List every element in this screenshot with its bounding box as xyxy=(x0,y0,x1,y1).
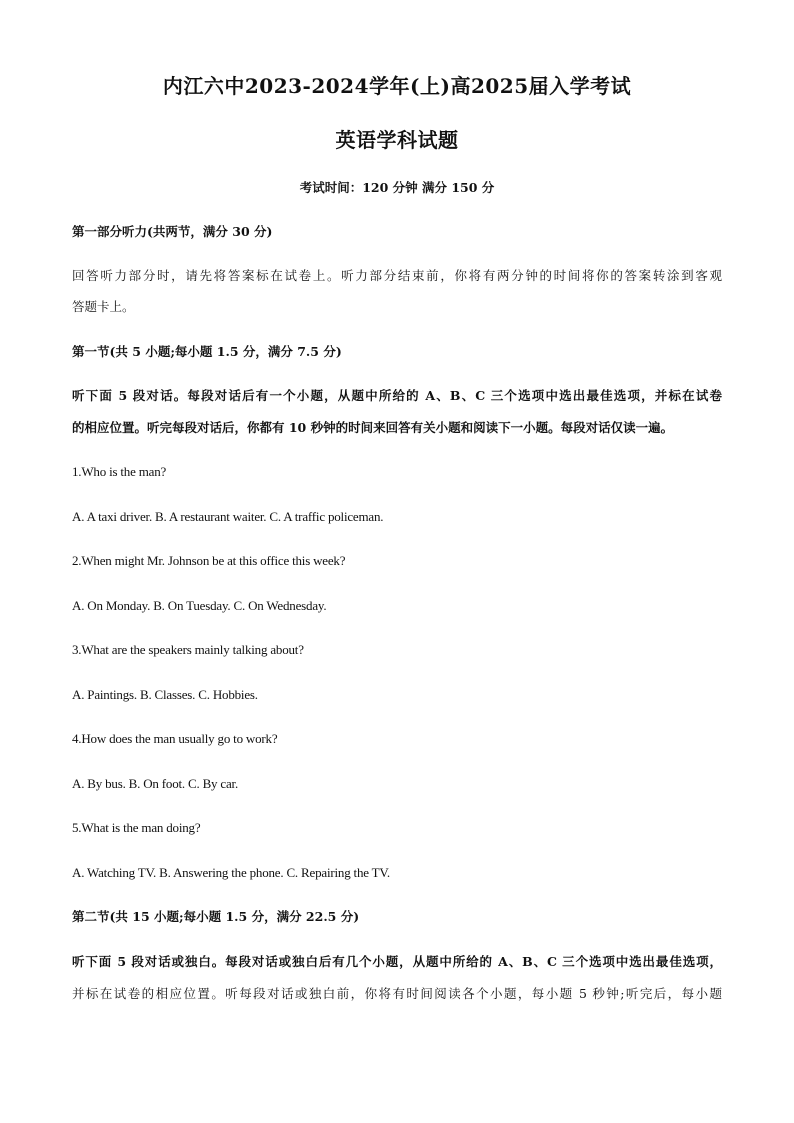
question-5: 5.What is the man doing? xyxy=(72,820,201,835)
exam-title: 内江六中2023-2024学年(上)高2025届入学考试 xyxy=(162,74,632,98)
section2-heading: 第二节(共 15 小题;每小题 1.5 分，满分 22.5 分) xyxy=(72,909,360,924)
section1-heading: 第一节(共 5 小题;每小题 1.5 分，满分 7.5 分) xyxy=(72,344,342,359)
question-5-options: A. Watching TV. B. Answering the phone. C. Repairing the TV. xyxy=(72,865,390,880)
part1-heading: 第一部分听力(共两节，满分 30 分) xyxy=(72,224,273,239)
exam-info: 考试时间：120 分钟 满分 150 分 xyxy=(299,180,495,195)
question-1: 1.Who is the man? xyxy=(72,464,167,479)
question-1-options: A. A taxi driver. B. A restaurant waiter. C. A traffic policeman. xyxy=(72,509,384,524)
question-3: 3.What are the speakers mainly talking about? xyxy=(72,642,304,657)
section2-instructions-line2: 并标在试卷的相应位置。听每段对话或独白前，你将有时间阅读各个小题，每小题 5 秒钟;听完后，每小题 xyxy=(72,986,722,1001)
question-2-options: A. On Monday. B. On Tuesday. C. On Wednesday. xyxy=(72,598,327,613)
question-3-options: A. Paintings. B. Classes. C. Hobbies. xyxy=(72,687,258,702)
question-4-options: A. By bus. B. On foot. C. By car. xyxy=(72,776,239,791)
exam-subject-title: 英语学科试题 xyxy=(335,128,459,152)
question-2: 2.When might Mr. Johnson be at this office this week? xyxy=(72,553,346,568)
section2-instructions-line1: 听下面 5 段对话或独白。每段对话或独白后有几个小题，从题中所给的 A、B、C 三个选项中选出最佳选项， xyxy=(72,954,722,969)
part1-instructions-line1: 回答听力部分时，请先将答案标在试卷上。听力部分结束前，你将有两分钟的时间将你的答案转涂到客观 xyxy=(72,268,722,283)
section1-instructions-line1: 听下面 5 段对话。每段对话后有一个小题，从题中所给的 A、B、C 三个选项中选出最佳选项，并标在试卷 xyxy=(72,388,722,403)
section1-instructions-line2: 的相应位置。听完每段对话后，你都有 10 秒钟的时间来回答有关小题和阅读下一小题。每段对话仅读一遍。 xyxy=(72,420,674,435)
part1-instructions-line2: 答题卡上。 xyxy=(72,299,135,314)
question-4: 4.How does the man usually go to work? xyxy=(72,731,278,746)
